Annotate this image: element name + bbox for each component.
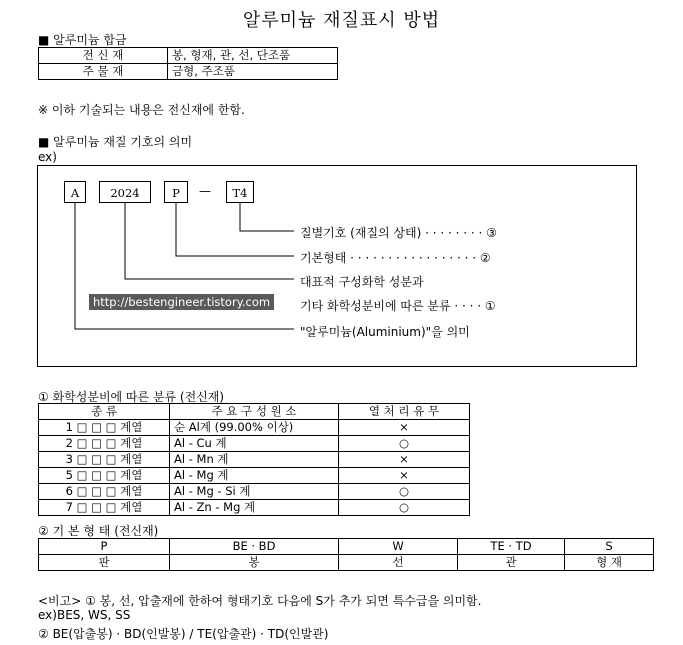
form-code: BE · BD [170,539,339,555]
symbol-dash: — [199,184,211,198]
remarks-line-1: <비고> ① 봉, 선, 압출재에 한하여 형태기호 다음에 S가 추가 되면 특수급을 의미함. [38,594,482,608]
column-header: 주 요 구 성 원 소 [170,404,339,420]
form-name: 형 재 [565,555,654,571]
series-element: Al - Zn - Mg 계 [170,500,339,516]
symbol-box-p: P [164,181,188,203]
note-wrought-only: ※ 이하 기술되는 내용은 전신재에 한함. [38,103,245,117]
table-row [39,420,470,436]
series-type: 5 □ □ □ 계열 [39,468,170,484]
form-code: W [339,539,458,555]
basic-form-header: ② 기 본 형 태 (전신재) [38,524,159,538]
label-aluminium: "알루미늄(Aluminium)"을 의미 [300,325,470,339]
label-temper: 질별기호 (재질의 상태) · · · · · · · · ③ [300,226,497,240]
heat-treatable: ○ [339,436,470,452]
alloy-label: 주 물 재 [39,64,168,80]
alloy-section-header: ■ 알루미늄 합금 [38,33,127,47]
series-type: 6 □ □ □ 계열 [39,484,170,500]
table-row [39,484,470,500]
table-header-row [39,404,470,420]
connector-basic-form [176,203,294,256]
series-type: 3 □ □ □ 계열 [39,452,170,468]
series-element: Al - Mg - Si 계 [170,484,339,500]
heat-treatable: × [339,468,470,484]
table-row [39,452,470,468]
series-element: Al - Mg 계 [170,468,339,484]
column-header: 열 처 리 유 무 [339,404,470,420]
label-basic-form: 기본형태 · · · · · · · · · · · · · · · · · ② [300,251,491,265]
page-title: 알루미늄 재질표시 방법 [242,10,441,31]
classification-header: ① 화학성분비에 따른 분류 (전신재) [38,390,225,404]
series-type: 7 □ □ □ 계열 [39,500,170,516]
form-name: 판 [39,555,170,571]
heat-treatable: ○ [339,484,470,500]
table-row [39,64,338,80]
form-name: 봉 [170,555,339,571]
column-header: 종 류 [39,404,170,420]
table-row [39,468,470,484]
table-row [39,539,654,555]
connector-aluminium [75,203,294,329]
form-code: P [39,539,170,555]
heat-treatable: × [339,420,470,436]
meaning-section-header: ■ 알루미늄 재질 기호의 의미 [38,135,193,149]
heat-treatable: × [339,452,470,468]
label-main-component: 대표적 구성화학 성분과 [300,275,424,289]
symbol-diagram [37,165,637,367]
series-element: Al - Mn 계 [170,452,339,468]
heat-treatable: ○ [339,500,470,516]
table-row [39,500,470,516]
symbol-box-number: 2024 [99,181,151,203]
table-row [39,436,470,452]
series-type: 1 □ □ □ 계열 [39,420,170,436]
table-row [39,48,338,64]
series-element: Al - Cu 계 [170,436,339,452]
symbol-box-a: A [64,181,86,203]
form-code: S [565,539,654,555]
watermark-url: http://bestengineer.tistory.com [89,294,274,310]
label-other-component: 기타 화학성분비에 따른 분류 · · · · ① [300,299,496,313]
table-row [39,555,654,571]
alloy-value: 봉, 형재, 관, 선, 단조품 [168,48,338,64]
connector-main-component [125,203,294,279]
classification-table [38,403,470,516]
alloy-label: 전 신 재 [39,48,168,64]
series-type: 2 □ □ □ 계열 [39,436,170,452]
remarks-line-2: ex)BES, WS, SS [38,608,131,622]
remarks-line-3: ② BE(압출봉) · BD(인발봉) / TE(압출관) · TD(인발관) [38,627,329,641]
form-name: 관 [458,555,565,571]
example-label: ex) [38,150,57,164]
basic-form-table [38,538,654,571]
symbol-box-t4: T4 [226,181,254,203]
series-element: 순 Al계 (99.00% 이상) [170,420,339,436]
alloy-value: 금형, 주조품 [168,64,338,80]
connector-temper [240,203,294,231]
alloy-table [38,47,338,80]
form-name: 선 [339,555,458,571]
form-code: TE · TD [458,539,565,555]
